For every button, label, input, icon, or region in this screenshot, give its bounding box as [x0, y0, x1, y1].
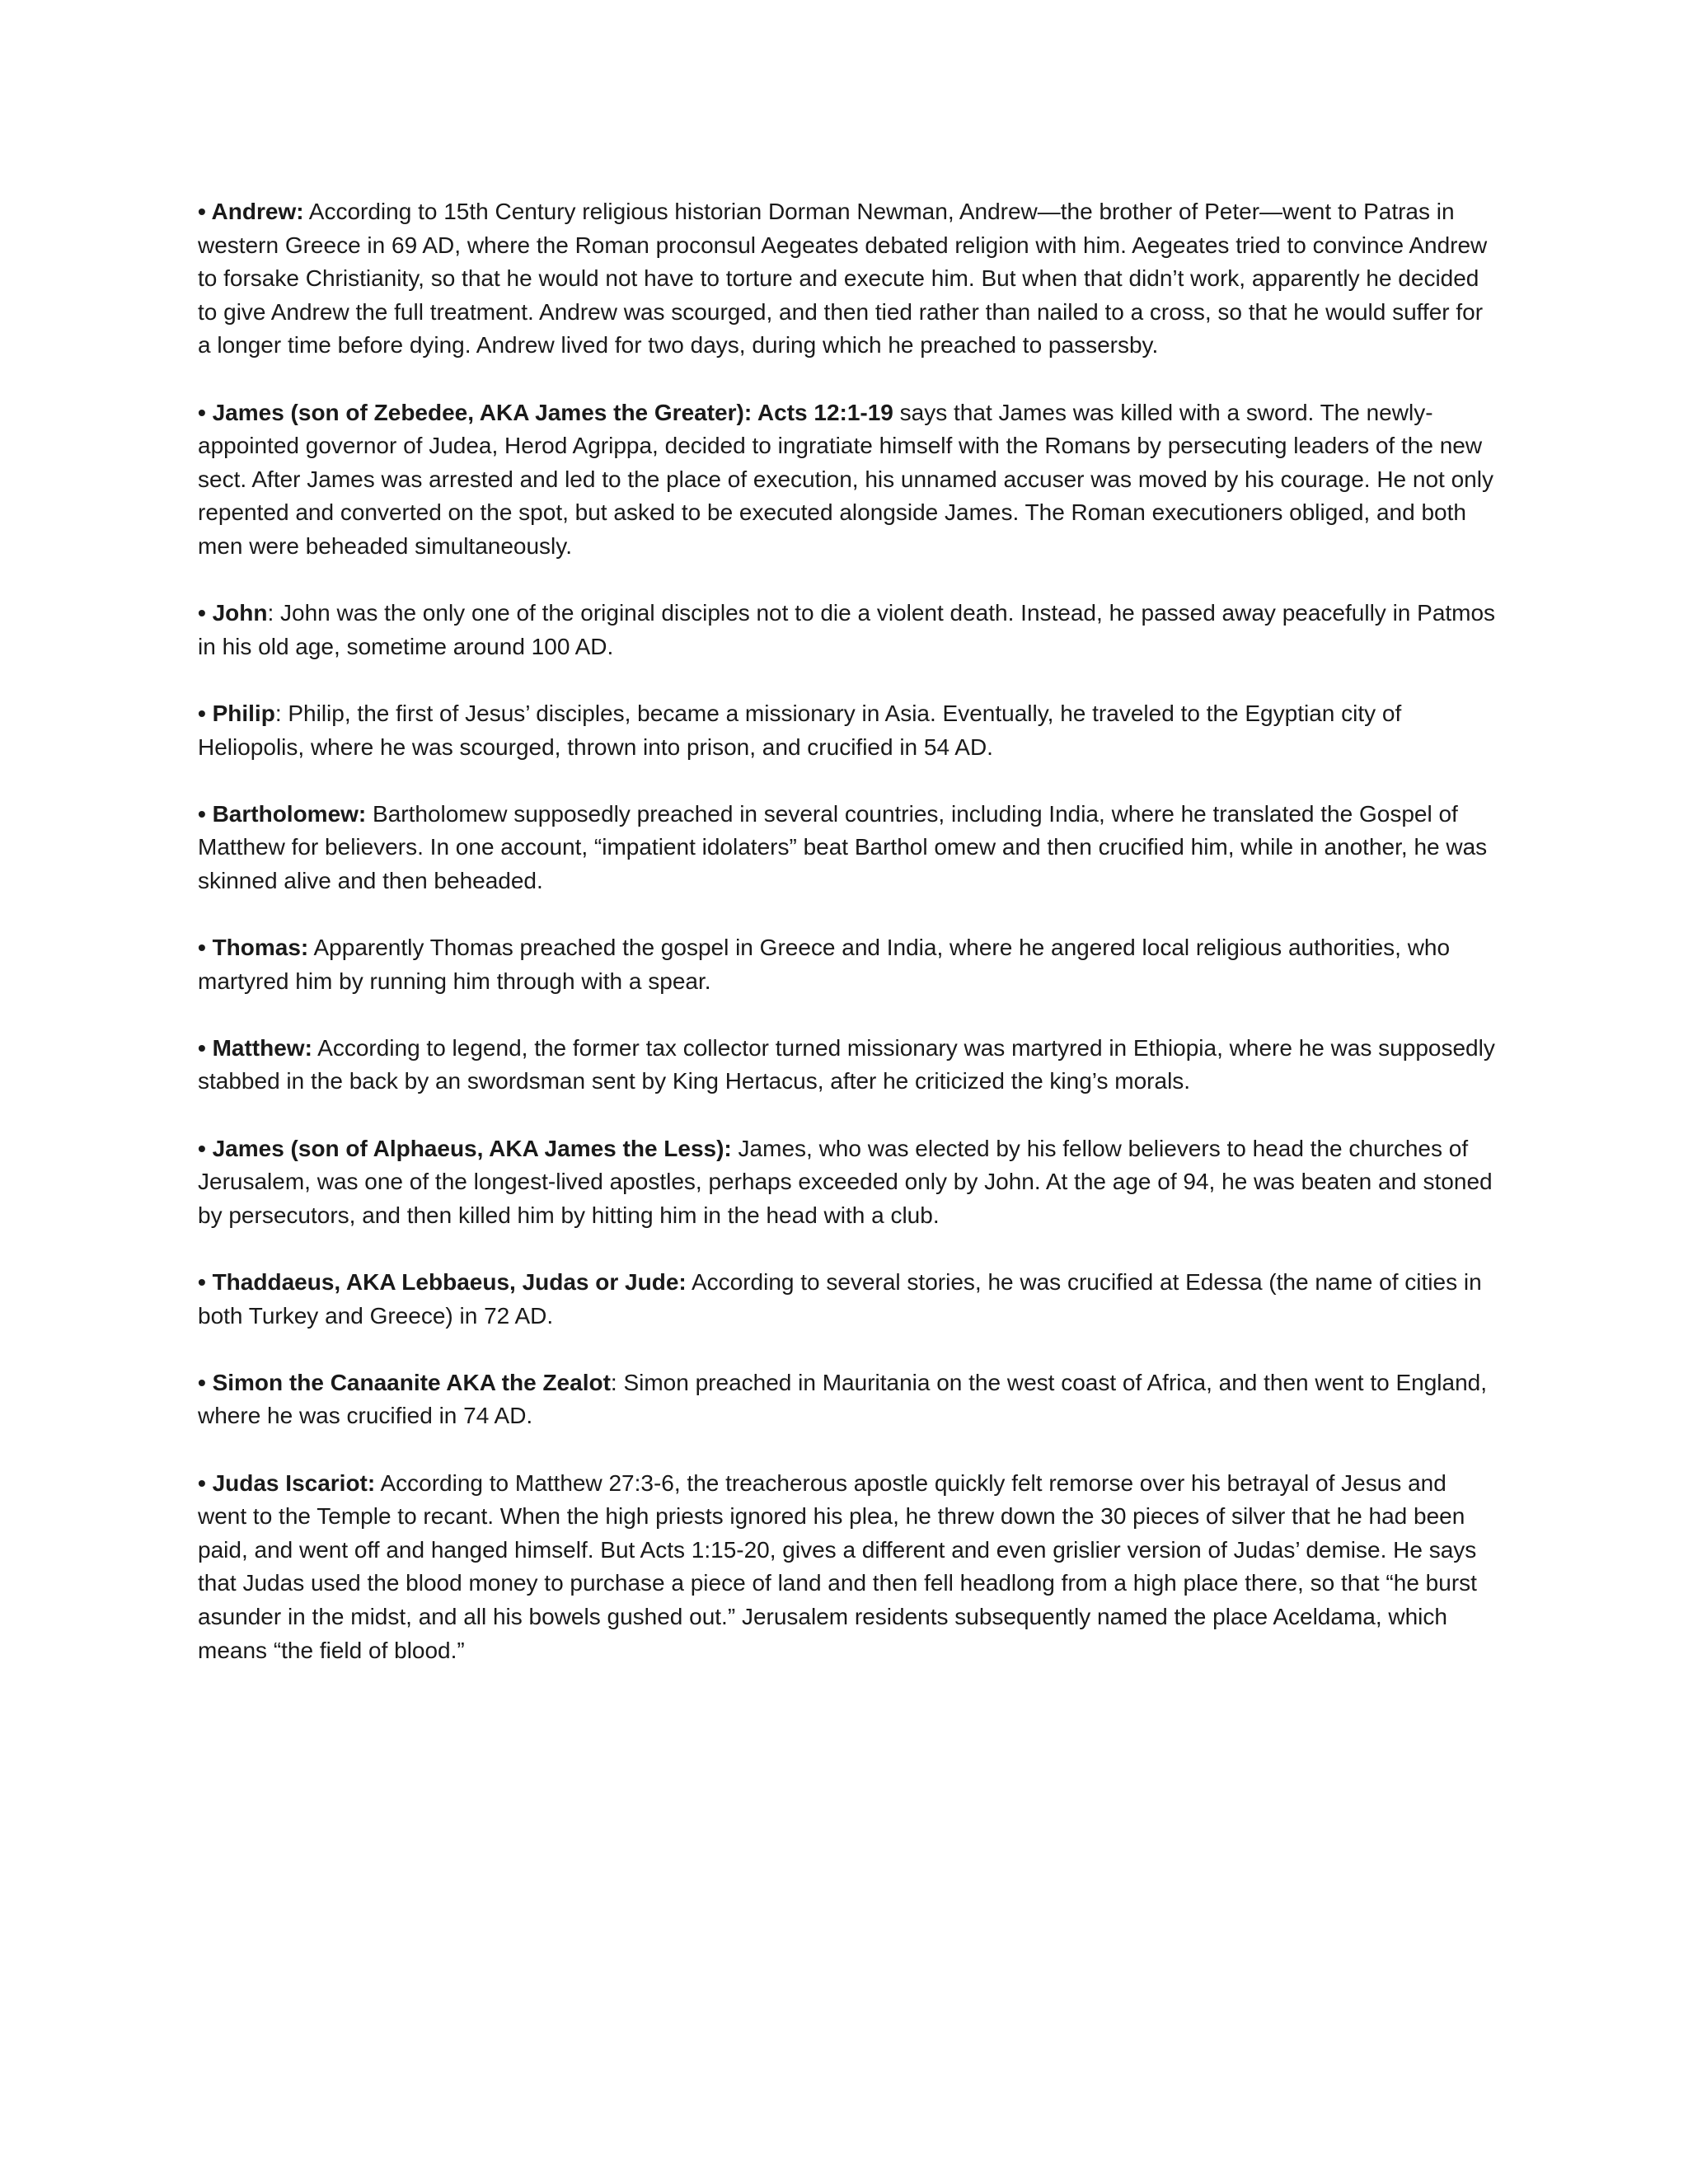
entry-heading: • Bartholomew:: [198, 800, 367, 827]
entry-james-alphaeus: [198, 1132, 1500, 1233]
entry-text: Apparently Thomas preached the gospel in Greece and India, where he angered local religious authorities, who martyred him by running him through with a spear.: [198, 935, 1451, 994]
entry-text: According to several stories, he was crucified at Edessa (the name of cities in both Turkey and Greece) in 72 AD.: [198, 1269, 1482, 1329]
entry-text: According to Matthew 27:3-6, the treacherous apostle quickly felt remorse over his betrayal of Jesus and went to the Temple to recant. When the high priests ignored his plea, he threw down the 30 pieces of silver that he had been paid, and went off and hanged himself. But Acts 1:15-20, gives a different and even grislier version of Judas’ demise. He says that Judas used the blood money to purchase a piece of land and then fell headlong from a high place there, so that “he burst asunder in the midst, and all his bowels gushed out.” Jerusalem residents subsequently named the place Aceldama, which means “the field of blood.”: [198, 1469, 1477, 1663]
entry-thaddaeus: [198, 1266, 1500, 1333]
entry-text: James, who was elected by his fellow believers to head the churches of Jerusalem, was one of the longest-lived apostles, perhaps exceeded only by John. At the age of 94, he was beaten and stoned by persecutors, and then killed him by hitting him in the head with a club.: [198, 1135, 1493, 1228]
entry-james-zebedee: [198, 396, 1500, 564]
entry-philip: [198, 697, 1500, 764]
entry-simon: [198, 1366, 1500, 1433]
entry-heading: • Matthew:: [198, 1034, 312, 1061]
entry-heading: • Philip: [198, 700, 275, 726]
entry-heading: • Thaddaeus, AKA Lebbaeus, Judas or Jude:: [198, 1269, 687, 1295]
entry-heading: • Simon the Canaanite AKA the Zealot: [198, 1369, 611, 1395]
entry-bartholomew: [198, 798, 1500, 898]
entry-text: According to 15th Century religious historian Dorman Newman, Andrew—the brother of Peter—went to Patras in western Greece in 69 AD, where the Roman proconsul Aegeates debated religion with him. Aegeates tried to convince Andrew to forsake Christianity, so that he would not have to torture and execute him. But when that didn’t work, apparently he decided to give Andrew the full treatment. Andrew was scourged, and then tied rather than nailed to a cross, so that he would suffer for a longer time before dying. Andrew lived for two days, during which he preached to passersby.: [198, 199, 1488, 359]
entry-heading: • Judas Iscariot:: [198, 1469, 376, 1496]
entry-heading: • Andrew:: [198, 199, 304, 224]
entry-matthew: [198, 1032, 1500, 1099]
entry-text: : John was the only one of the original disciples not to die a violent death. Instead, he passed away peacefully in Patmos in his old age, sometime around 100 AD.: [198, 600, 1496, 659]
entry-text: Bartholomew supposedly preached in several countries, including India, where he translated the Gospel of Matthew for believers. In one account, “impatient idolaters” beat Barthol omew and then crucified him, while in another, he was skinned alive and then beheaded.: [198, 800, 1488, 893]
entry-heading: • John: [198, 600, 268, 626]
entry-heading: • James (son of Zebedee, AKA James the Greater): Acts 12:1-19: [198, 399, 893, 425]
entry-text: According to legend, the former tax collector turned missionary was martyred in Ethiopia, where he was supposedly stabbed in the back by an swordsman sent by King Hertacus, after he criticized the king’s morals.: [198, 1034, 1495, 1094]
entry-heading: • Thomas:: [198, 935, 309, 961]
entry-john: [198, 597, 1500, 663]
entry-text: : Philip, the first of Jesus’ disciples, became a missionary in Asia. Eventually, he traveled to the Egyptian city of Heliopolis, where he was scourged, thrown into prison, and crucified in 54 AD.: [198, 700, 1402, 760]
entry-heading: • James (son of Alphaeus, AKA James the Less):: [198, 1135, 732, 1161]
entry-thomas: [198, 931, 1500, 998]
entry-andrew: [198, 195, 1500, 363]
entry-judas-iscariot: [198, 1467, 1500, 1668]
document-body: [198, 195, 1500, 1667]
entry-text: : Simon preached in Mauritania on the west coast of Africa, and then went to England, where he was crucified in 74 AD.: [198, 1369, 1487, 1429]
entry-text: says that James was killed with a sword. The newly-appointed governor of Judea, Herod Agrippa, decided to ingratiate himself with the Romans by persecuting leaders of the new sect. After James was arrested and led to the place of execution, his unnamed accuser was moved by his courage. He not only repented and converted on the spot, but asked to be executed alongside James. The Roman executioners obliged, and both men were beheaded simultaneously.: [198, 399, 1493, 559]
